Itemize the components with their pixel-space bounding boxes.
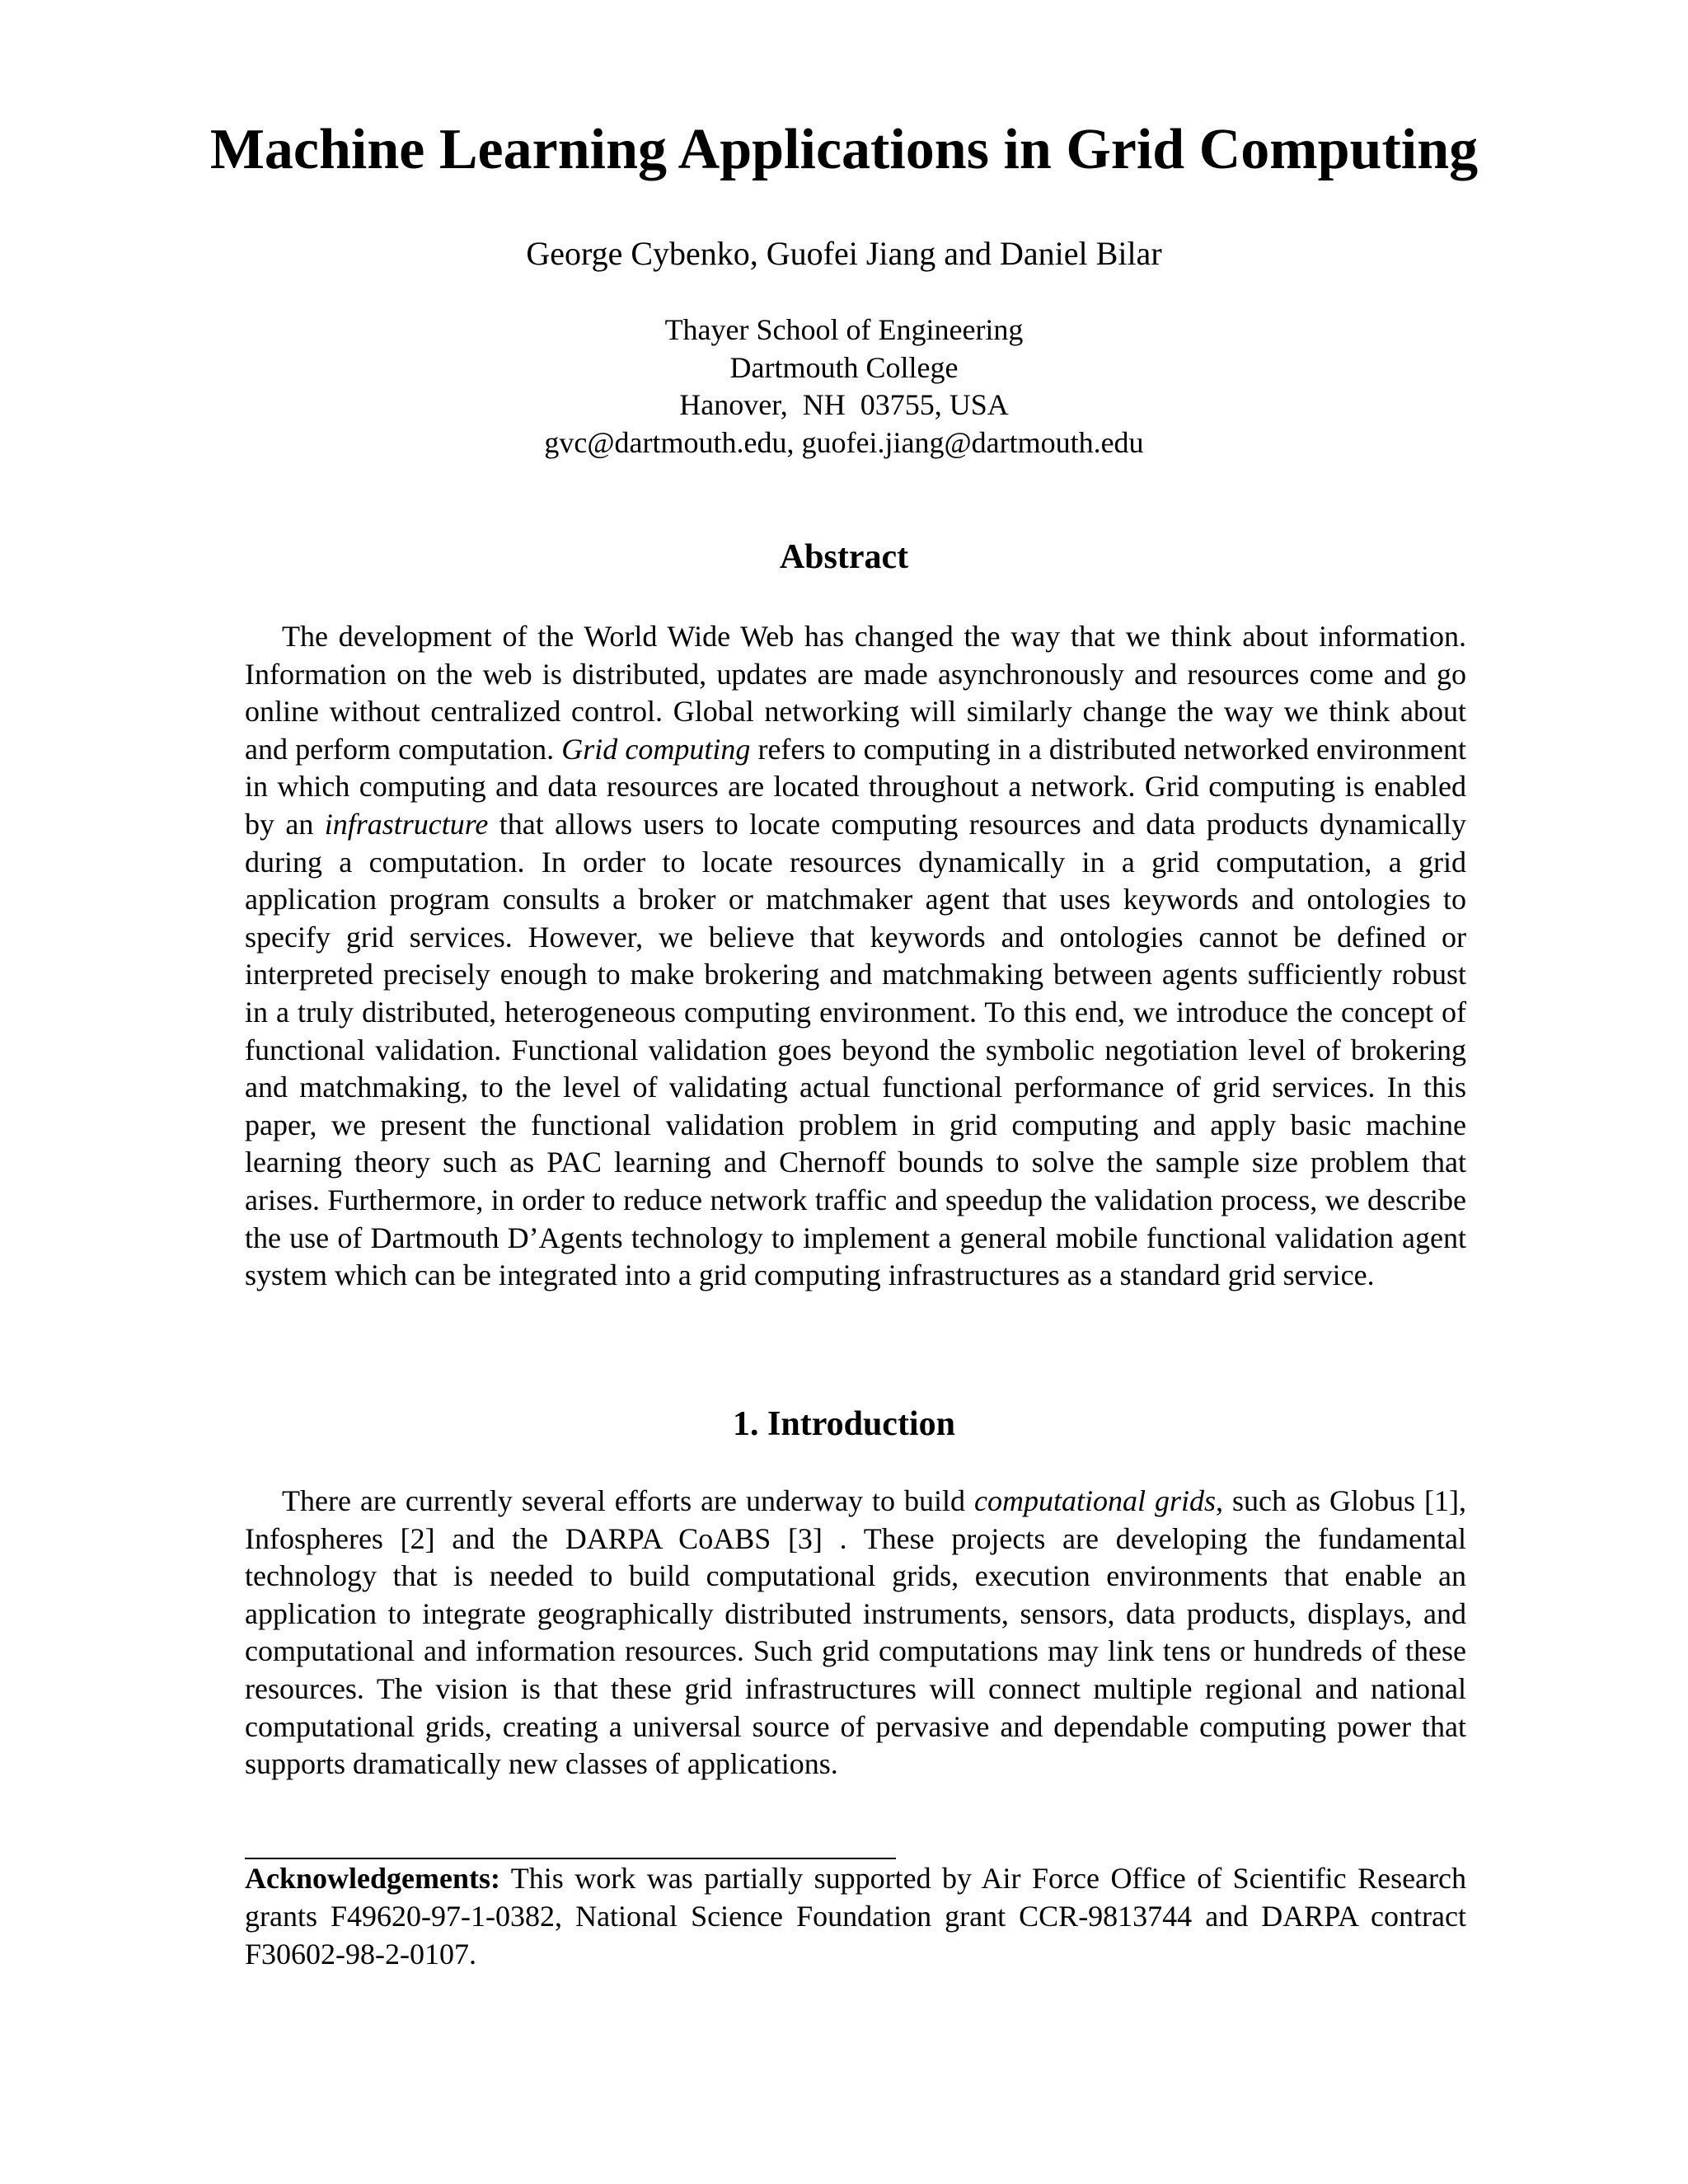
affiliation-school: Thayer School of Engineering	[664, 313, 1024, 346]
abstract-text-3: that allows users to locate computing resources and data products dynamically during a computation. In order to locate resources dynamically in a grid computation, a grid application program consults a broker or matchmaker agent that uses keywords and ontologies to specify grid services. However, we believe that keywords and ontologies cannot be defined or interpreted precisely enough to make brokering and matchmaking between agents sufficiently robust in a truly distributed, heterogeneous computing environment. To this end, we introduce the concept of functional validation. Functional validation goes beyond the symbolic negotiation level of brokering and matchmaking, to the level of validating actual functional performance of grid services. In this paper, we present the functional validation problem in grid computing and apply basic machine learning theory such as PAC learning and Chernoff bounds to solve the sample size problem that arises. Furthermore, in order to reduce network traffic and speedup the validation process, we describe the use of Dartmouth D’Agents technology to implement a general mobile functional validation agent system which can be integrated into a grid computing infrastructures as a standard grid service.	[245, 807, 1466, 1292]
acknowledgements-footnote	[245, 1859, 1466, 1973]
introduction-text-1: There are currently several efforts are underway to build	[282, 1484, 974, 1517]
abstract-text-2: refers to computing in a distributed networked environment in which computing and data resources are located throughout a network. Grid computing is enabled by an	[245, 732, 1467, 841]
affiliation-address: Hanover, NH 03755, USA	[679, 388, 1009, 421]
abstract-emphasis-grid-computing: Grid computing	[561, 732, 751, 766]
affiliation-block	[0, 312, 1688, 462]
affiliation-emails: gvc@dartmouth.edu, guofei.jiang@dartmouth.edu	[544, 425, 1144, 459]
introduction-heading: 1. Introduction	[733, 1405, 955, 1443]
introduction-paragraph	[245, 1483, 1466, 1783]
abstract-emphasis-infrastructure: infrastructure	[324, 807, 489, 841]
acknowledgements-label: Acknowledgements:	[245, 1862, 500, 1895]
acknowledgements-text: This work was partially supported by Air Force Office of Scientific Research grants F49620-97-1-0382, National Science Foundation grant CCR-9813744 and DARPA contract F30602-98-2-0107.	[245, 1862, 1466, 1971]
abstract-heading: Abstract	[779, 538, 909, 576]
introduction-text-2: , such as Globus [1], Infospheres [2] and the DARPA CoABS [3] . These projects are developing the fundamental technology that is needed to build computational grids, execution environments that enable an application to integrate geographically distributed instruments, sensors, data products, displays, and computational and information resources. Such grid computations may link tens or hundreds of these resources. The vision is that these grid infrastructures will connect multiple regional and national computational grids, creating a universal source of pervasive and dependable computing power that supports dramatically new classes of applications.	[245, 1484, 1466, 1781]
affiliation-college: Dartmouth College	[729, 350, 959, 384]
paper-title: Machine Learning Applications in Grid Computing	[209, 118, 1479, 181]
introduction-emphasis-computational-grids: computational grids	[974, 1484, 1217, 1517]
abstract-text-1: The development of the World Wide Web has changed the way that we think about information. Information on the web is distributed, updates are made asynchronously and resources come and go online without centralized control. Global networking will similarly change the way we think about and perform computation.	[245, 620, 1466, 766]
abstract-paragraph	[245, 618, 1466, 1295]
author-list: George Cybenko, Guofei Jiang and Daniel Bilar	[526, 235, 1162, 272]
